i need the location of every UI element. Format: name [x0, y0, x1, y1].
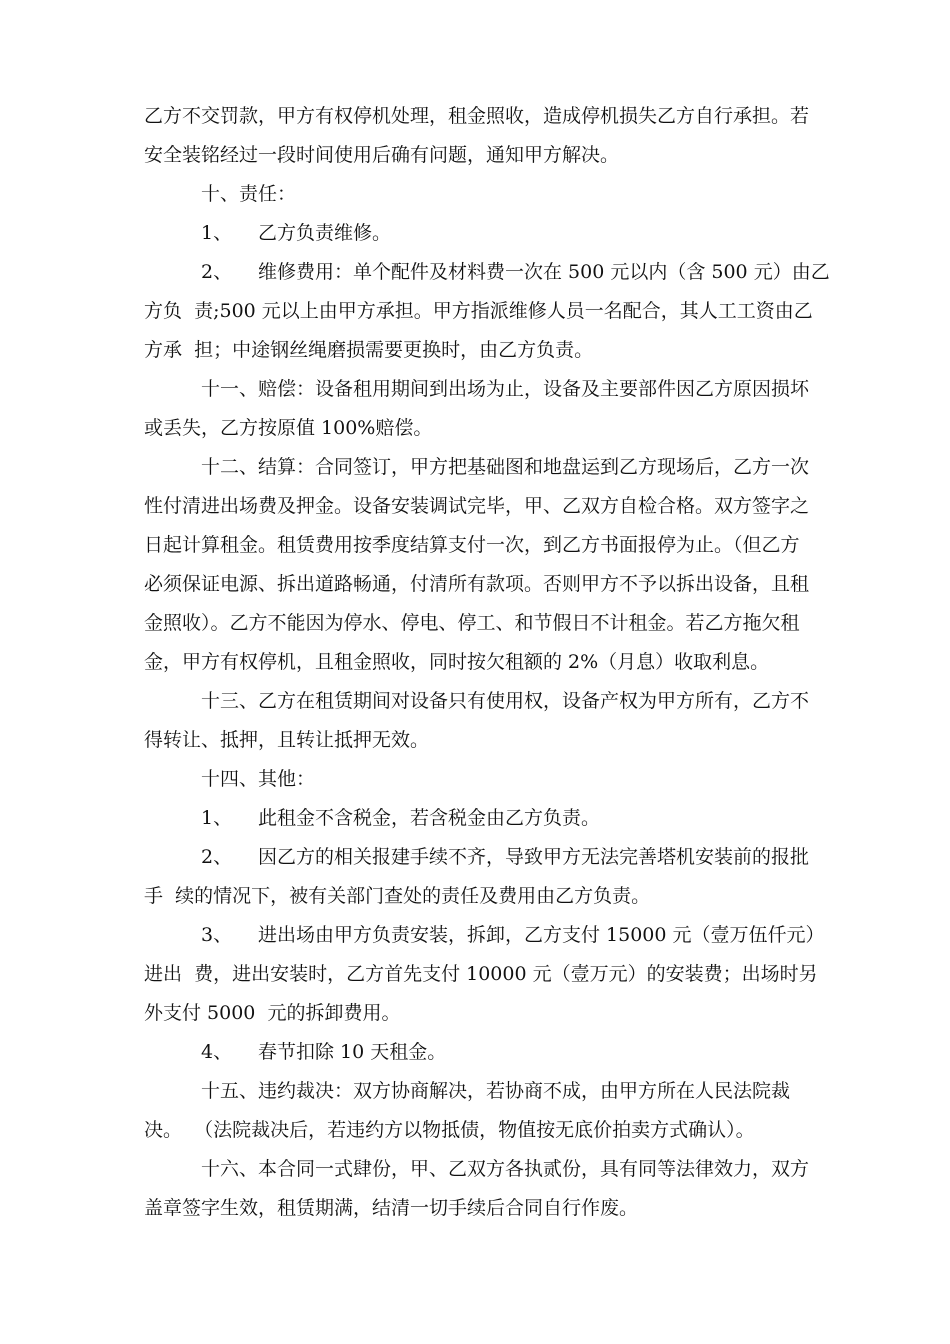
list-item-text: 维修费用：单个配件及材料费一次在 500 元以内（含 500 元）由乙: [258, 261, 830, 283]
paragraph-line: 十五、违约裁决：双方协商解决，若协商不成，由甲方所在人民法院裁: [201, 1080, 791, 1102]
list-number: 1、: [201, 222, 233, 244]
paragraph-line: 安全装铭经过一段时间使用后确有问题，通知甲方解决。: [144, 144, 620, 166]
list-item-text: 因乙方的相关报建手续不齐，导致甲方无法完善塔机安装前的报批: [258, 846, 810, 868]
paragraph-line: 十六、本合同一式肆份，甲、乙双方各执贰份，具有同等法律效力，双方: [201, 1158, 810, 1180]
list-number: 2、: [201, 846, 233, 868]
list-number: 1、: [201, 807, 233, 829]
list-number: 4、: [201, 1041, 233, 1063]
list-number: 3、: [201, 924, 233, 946]
paragraph-line: 进出 费，进出安装时，乙方首先支付 10000 元（壹万元）的安装费；出场时另: [144, 963, 818, 985]
paragraph-line: 金照收）。乙方不能因为停水、停电、停工、和节假日不计租金。若乙方拖欠租: [144, 612, 800, 634]
paragraph-line: 金，甲方有权停机，且租金照收，同时按欠租额的 2%（月息）收取利息。: [144, 651, 770, 673]
section-heading: 十四、其他：: [201, 768, 316, 790]
paragraph-line: 盖章签字生效，租赁期满，结清一切手续后合同自行作废。: [144, 1197, 639, 1219]
paragraph-line: 决。 （法院裁决后，若违约方以物抵债，物值按无底价拍卖方式确认）。: [144, 1119, 755, 1141]
paragraph-line: 乙方不交罚款，甲方有权停机处理，租金照收，造成停机损失乙方自行承担。若: [144, 105, 810, 127]
paragraph-line: 必须保证电源、拆出道路畅通，付清所有款项。否则甲方不予以拆出设备，且租: [144, 573, 810, 595]
list-item-text: 此租金不含税金，若含税金由乙方负责。: [258, 807, 601, 829]
paragraph-line: 或丢失，乙方按原值 100%赔偿。: [144, 417, 433, 439]
list-item-text: 进出场由甲方负责安装，拆卸，乙方支付 15000 元（壹万伍仟元）: [258, 924, 825, 946]
paragraph-line: 日起计算租金。租赁费用按季度结算支付一次，到乙方书面报停为止。（但乙方: [144, 534, 800, 556]
paragraph-line: 得转让、抵押，且转让抵押无效。: [144, 729, 430, 751]
list-item-text: 乙方负责维修。: [258, 222, 392, 244]
paragraph-line: 十二、结算：合同签订，甲方把基础图和地盘运到乙方现场后，乙方一次: [201, 456, 810, 478]
paragraph-line: 方负 责;500 元以上由甲方承担。甲方指派维修人员一名配合，其人工工资由乙: [144, 300, 813, 322]
paragraph-line: 十一、赔偿：设备租用期间到出场为止，设备及主要部件因乙方原因损坏: [201, 378, 810, 400]
list-number: 2、: [201, 261, 233, 283]
paragraph-line: 性付清进出场费及押金。设备安装调试完毕，甲、乙双方自检合格。双方签字之: [144, 495, 810, 517]
list-item-text: 春节扣除 10 天租金。: [258, 1041, 447, 1063]
paragraph-line: 外支付 5000 元的拆卸费用。: [144, 1002, 401, 1024]
section-heading: 十、责任：: [201, 183, 297, 205]
paragraph-line: 方承 担；中途钢丝绳磨损需要更换时，由乙方负责。: [144, 339, 594, 361]
paragraph-line: 手 续的情况下，被有关部门查处的责任及费用由乙方负责。: [144, 885, 651, 907]
paragraph-line: 十三、乙方在租赁期间对设备只有使用权，设备产权为甲方所有，乙方不: [201, 690, 810, 712]
